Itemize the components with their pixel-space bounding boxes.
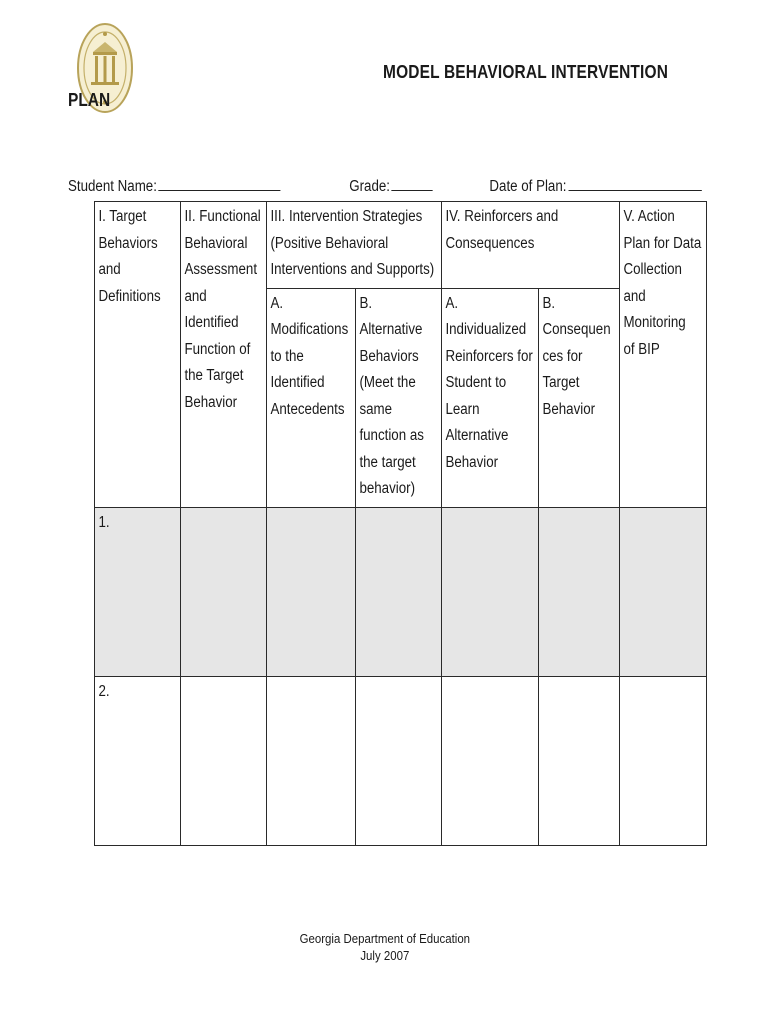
student-name-field[interactable]	[68, 176, 281, 196]
row-1-target-behavior[interactable]: 1.	[95, 507, 181, 676]
header-functional-assessment: II. Functional Behavioral Assessment and Identified Function of the Target Behavior	[181, 202, 267, 508]
header-action-plan: V. Action Plan for Data Collection and Monitoring of BIP	[620, 202, 707, 508]
footer-date: July 2007	[360, 948, 410, 963]
row-1-cell[interactable]	[620, 507, 707, 676]
row-1-cell[interactable]	[442, 507, 539, 676]
row-2-target-behavior[interactable]: 2.	[95, 676, 181, 845]
row-1-cell[interactable]	[267, 507, 356, 676]
header-target-behaviors: I. Target Behaviors and Definitions	[95, 202, 181, 508]
document-title: MODEL BEHAVIORAL INTERVENTION	[383, 62, 669, 82]
row-1-cell[interactable]	[539, 507, 620, 676]
header-intervention-strategies: III. Intervention Strategies (Positive Behavioral Interventions and Supports)	[267, 202, 442, 289]
document-title-continued: PLAN	[68, 90, 111, 110]
date-of-plan-line	[568, 176, 701, 191]
row-2-cell[interactable]	[356, 676, 442, 845]
table-row	[95, 676, 707, 845]
row-2-cell[interactable]	[539, 676, 620, 845]
row-2-cell[interactable]	[267, 676, 356, 845]
grade-field[interactable]	[349, 176, 433, 196]
header-modifications: A. Modifications to the Identified Antecedents	[267, 288, 356, 507]
row-1-cell[interactable]	[181, 507, 267, 676]
row-2-cell[interactable]	[181, 676, 267, 845]
date-of-plan-label: Date of Plan:	[489, 178, 567, 195]
header-consequences: B. Consequen ces for Target Behavior	[539, 288, 620, 507]
table-row	[95, 507, 707, 676]
student-name-line	[159, 176, 281, 191]
footer	[0, 930, 770, 964]
header-individualized-reinforcers: A. Individualized Reinforcers for Student to Learn Alternative Behavior	[442, 288, 539, 507]
intervention-plan-table	[94, 201, 707, 846]
row-2-cell[interactable]	[442, 676, 539, 845]
header-reinforcers-consequences: IV. Reinforcers and Consequences	[442, 202, 620, 289]
row-2-cell[interactable]	[620, 676, 707, 845]
footer-organization: Georgia Department of Education	[299, 931, 471, 946]
grade-line	[392, 176, 433, 191]
date-of-plan-field[interactable]	[489, 176, 701, 196]
student-name-label: Student Name:	[68, 178, 157, 195]
row-1-cell[interactable]	[356, 507, 442, 676]
header-row-top	[95, 202, 707, 289]
header-alternative-behaviors: B. Alternative Behaviors (Meet the same function as the target behavior)	[356, 288, 442, 507]
grade-label: Grade:	[349, 178, 390, 195]
